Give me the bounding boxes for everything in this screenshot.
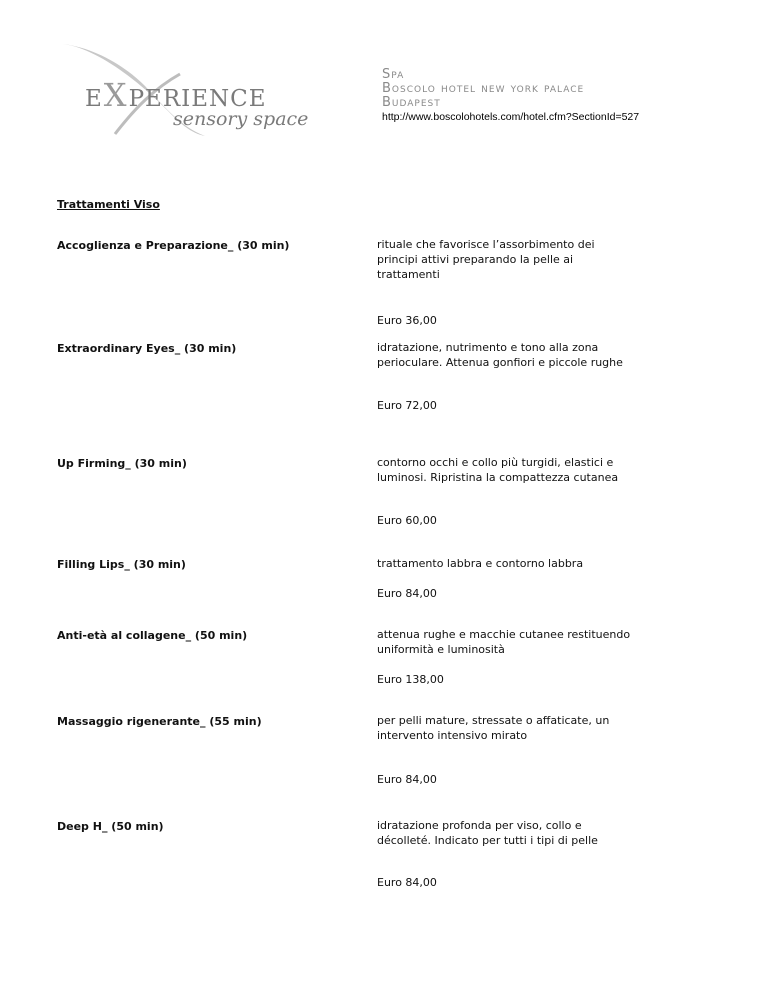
treatment-name: Massaggio rigenerante_ (55 min): [57, 715, 262, 728]
treatment-name: Extraordinary Eyes_ (30 min): [57, 342, 237, 355]
logo-tagline: sensory space: [173, 108, 309, 130]
treatment-description: per pelli mature, stressate o affaticate, un intervento intensivo mirato: [377, 714, 610, 742]
header-line-spa: Spa: [382, 67, 405, 82]
treatment-description: rituale che favorisce l’assorbimento dei principi attivi preparando la pelle ai trattamenti: [377, 238, 595, 281]
treatment-name: Accoglienza e Preparazione_ (30 min): [57, 239, 290, 252]
treatment-price: Euro 60,00: [377, 514, 437, 527]
treatment-description: attenua rughe e macchie cutanee restituendo uniformità e luminosità: [377, 628, 631, 656]
treatment-name: Filling Lips_ (30 min): [57, 558, 186, 571]
treatment-description: idratazione, nutrimento e tono alla zona perioculare. Attenua gonfiori e piccole rughe: [377, 341, 623, 369]
treatment-price: Euro 72,00: [377, 399, 437, 412]
section-title: Trattamenti Viso: [57, 198, 160, 211]
treatment-price: Euro 36,00: [377, 314, 437, 327]
treatment-name: Anti-età al collagene_ (50 min): [57, 629, 248, 642]
hotel-url-link[interactable]: http://www.boscolohotels.com/hotel.cfm?SectionId=527: [382, 111, 640, 123]
hotel-header: [382, 68, 639, 123]
treatment-description: contorno occhi e collo più turgidi, elastici e luminosi. Ripristina la compattezza cutanea: [377, 456, 619, 484]
treatment-price: Euro 84,00: [377, 773, 437, 786]
treatment-description: idratazione profonda per viso, collo e décolleté. Indicato per tutti i tipi di pelle: [377, 819, 598, 847]
treatment-description: trattamento labbra e contorno labbra: [377, 557, 584, 570]
header-line-hotel: Boscolo hotel new york palace: [382, 81, 585, 96]
logo-wordmark: EXPERIENCE: [85, 76, 267, 114]
treatment-price: Euro 84,00: [377, 587, 437, 600]
experience-logo: [55, 38, 309, 138]
header-line-city: Budapest: [382, 95, 441, 110]
treatment-name: Deep H_ (50 min): [57, 820, 164, 833]
treatment-price: Euro 138,00: [377, 673, 444, 686]
treatment-price: Euro 84,00: [377, 876, 437, 889]
treatment-name: Up Firming_ (30 min): [57, 457, 187, 470]
